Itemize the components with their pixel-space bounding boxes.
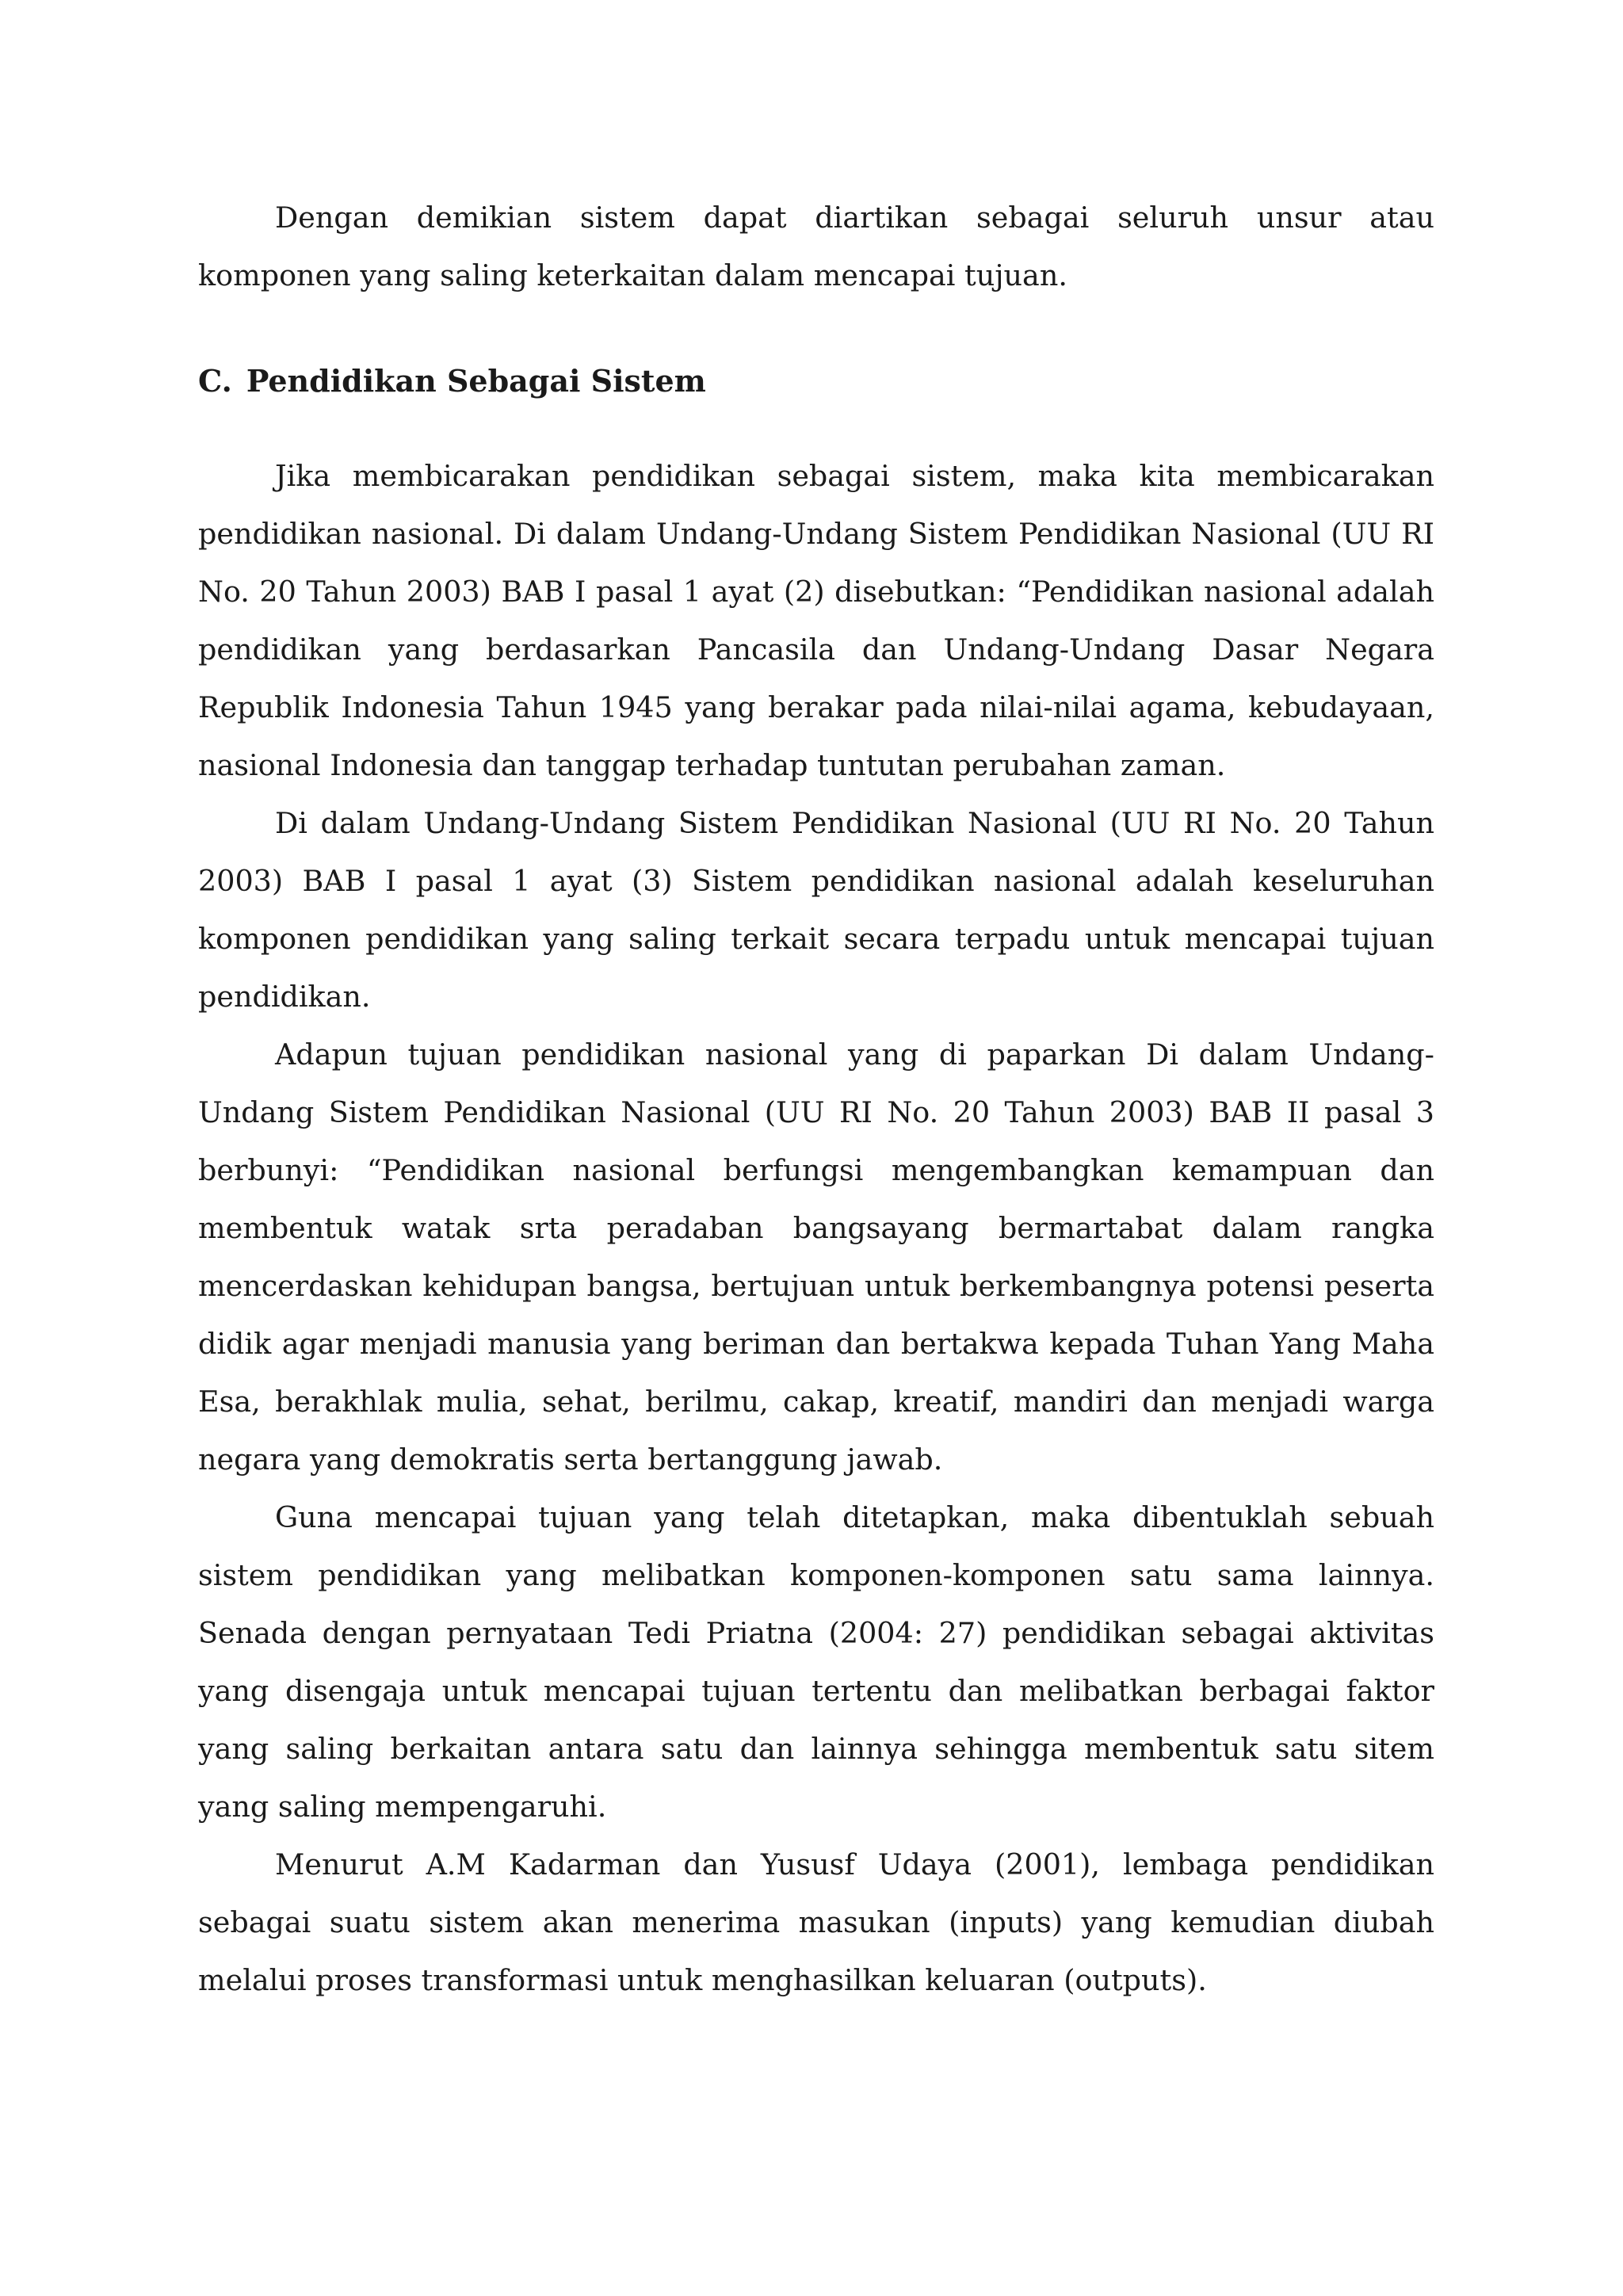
section-heading — [198, 361, 1434, 401]
section-title: Pendidikan Sebagai Sistem — [246, 363, 706, 399]
paragraph-tedi-priatna: Guna mencapai tujuan yang telah ditetapkan, maka dibentuklah sebuah sistem pendidikan yang melibatkan komponen-komponen satu sama lainnya. Senada dengan pernyataan Tedi Priatna (2004: 27) pendidikan sebagai aktivitas yang disengaja untuk mencapai tujuan tertentu dan melibatkan berbagai faktor yang saling berkaitan antara satu dan lainnya sehingga membentuk satu sitem yang saling mempengaruhi. — [198, 1500, 1434, 1824]
paragraph-uu-pasal-1-ayat-2: Jika membicarakan pendidikan sebagai sistem, maka kita membicarakan pendidikan nasional. Di dalam Undang-Undang Sistem Pendidikan Nasional (UU RI No. 20 Tahun 2003) BAB I pasal 1 ayat (2) disebutkan: “Pendidikan nasional adalah pendidikan yang berdasarkan Pancasila dan Undang-Undang Dasar Negara Republik Indonesia Tahun 1945 yang berakar pada nilai-nilai agama, kebudayaan, nasional Indonesia dan tanggap terhadap tuntutan perubahan zaman. — [198, 459, 1434, 782]
document-body — [198, 189, 1434, 2009]
intro-paragraph: Dengan demikian sistem dapat diartikan sebagai seluruh unsur atau komponen yang saling keterkaitan dalam mencapai tujuan. — [198, 201, 1434, 292]
paragraph-kadarman-udaya: Menurut A.M Kadarman dan Yususf Udaya (2001), lembaga pendidikan sebagai suatu sistem akan menerima masukan (inputs) yang kemudian diubah melalui proses transformasi untuk menghasilkan keluaran (outputs). — [198, 1847, 1434, 1997]
section-letter: C. — [198, 363, 232, 399]
paragraph-tujuan-pendidikan: Adapun tujuan pendidikan nasional yang di paparkan Di dalam Undang-Undang Sistem Pendidikan Nasional (UU RI No. 20 Tahun 2003) BAB II pasal 3 berbunyi: “Pendidikan nasional berfungsi mengembangkan kemampuan dan membentuk watak srta peradaban bangsayang bermartabat dalam rangka mencerdaskan kehidupan bangsa, bertujuan untuk berkembangnya potensi peserta didik agar menjadi manusia yang beriman dan bertakwa kepada Tuhan Yang Maha Esa, berakhlak mulia, sehat, berilmu, cakap, kreatif, mandiri dan menjadi warga negara yang demokratis serta bertanggung jawab. — [198, 1037, 1434, 1477]
paragraph-uu-pasal-1-ayat-3: Di dalam Undang-Undang Sistem Pendidikan Nasional (UU RI No. 20 Tahun 2003) BAB I pasal 1 ayat (3) Sistem pendidikan nasional adalah keseluruhan komponen pendidikan yang saling terkait secara terpadu untuk mencapai tujuan pendidikan. — [198, 806, 1434, 1014]
